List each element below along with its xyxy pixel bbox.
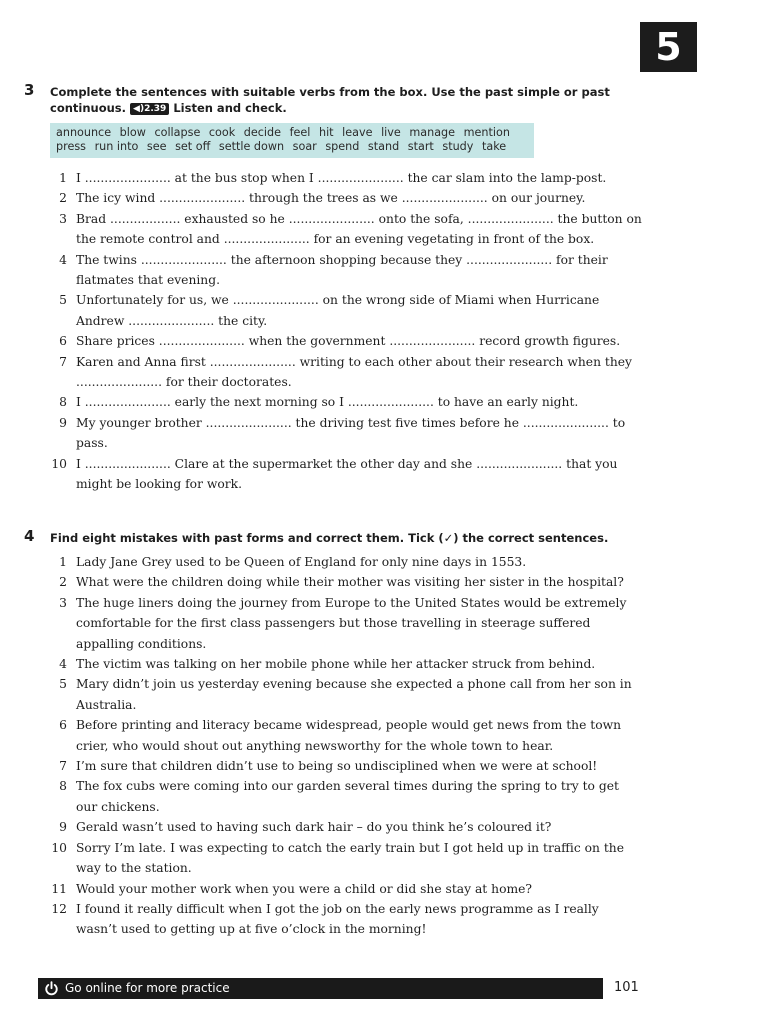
item-number: 4 xyxy=(59,657,67,672)
list-item xyxy=(0,715,768,756)
word-box-word: start xyxy=(407,140,434,153)
item-text: Mary didn’t join us yesterday evening because she expected a phone call from her son in Australia. xyxy=(76,677,632,712)
word-box-word: blow xyxy=(119,126,146,139)
list-item xyxy=(0,817,768,837)
list-item xyxy=(0,392,768,412)
exercise-3-list xyxy=(0,168,768,495)
word-box-word: study xyxy=(442,140,474,153)
item-number: 8 xyxy=(59,395,67,410)
item-number: 10 xyxy=(51,456,67,471)
word-box-word: hit xyxy=(318,126,334,139)
list-item xyxy=(0,250,768,291)
list-item xyxy=(0,674,768,715)
power-icon xyxy=(44,981,59,996)
exercise-4-number: 4 xyxy=(24,527,35,545)
item-text: I ...................... Clare at the supermarket the other day and she ...................... that you might be looking for work. xyxy=(76,456,618,492)
word-box-word: live xyxy=(381,126,401,139)
item-number: 7 xyxy=(59,354,67,369)
item-text: I found it really difficult when I got the job on the early news programme as I really wasn’t used to getting up at five o’clock in the morning! xyxy=(76,901,599,937)
exercise-4-instruction: Find eight mistakes with past forms and correct them. Tick (✓) the correct sentences. xyxy=(50,531,609,545)
word-box-word: stand xyxy=(367,140,400,153)
item-number: 6 xyxy=(59,718,67,733)
item-text: Lady Jane Grey used to be Queen of England for only nine days in 1553. xyxy=(76,555,527,569)
word-box-word: take xyxy=(481,140,507,153)
item-number: 11 xyxy=(51,881,67,896)
list-item xyxy=(0,413,768,454)
word-box-word: decide xyxy=(243,126,282,139)
list-item xyxy=(0,593,768,654)
item-number: 12 xyxy=(51,901,67,916)
list-item xyxy=(0,454,768,495)
item-number: 1 xyxy=(59,555,67,569)
word-box-word: mention xyxy=(463,126,510,139)
word-box-word: manage xyxy=(409,126,456,139)
item-number: 4 xyxy=(59,252,67,267)
item-number: 8 xyxy=(59,779,67,794)
item-text: Before printing and literacy became widespread, people would get news from the town crier, who would shout out anything newsworthy for the whole town to hear. xyxy=(76,718,622,753)
page-number: 101 xyxy=(614,980,639,995)
item-text: Unfortunately for us, we ...................... on the wrong side of Miami when Hurricane Andrew ...................... the city. xyxy=(76,293,600,328)
item-number: 3 xyxy=(59,595,67,610)
item-text: The victim was talking on her mobile phone while her attacker struck from behind. xyxy=(76,657,596,672)
list-item xyxy=(0,899,768,940)
word-box-row-2 xyxy=(56,140,528,154)
item-text: Karen and Anna first ...................... writing to each other about their research when they ...................... for their doctorates. xyxy=(76,354,632,390)
exercise-4-list xyxy=(0,552,768,940)
item-number: 5 xyxy=(59,677,67,692)
item-text: The icy wind ...................... through the trees as we ...................... on our journey. xyxy=(76,191,586,206)
item-number: 10 xyxy=(51,840,67,855)
item-number: 2 xyxy=(59,575,67,590)
item-number: 5 xyxy=(59,293,67,308)
online-practice-bar[interactable] xyxy=(38,978,603,999)
item-text: The twins ...................... the afternoon shopping because they ...................... for their flatmates that evening. xyxy=(76,252,608,288)
word-box-word: announce xyxy=(56,126,112,139)
item-text: I ...................... at the bus stop when I ...................... the car slam into the lamp-post. xyxy=(76,171,607,185)
item-number: 9 xyxy=(59,415,67,430)
word-box-word: soar xyxy=(292,140,317,153)
word-box-word: cook xyxy=(208,126,236,139)
list-item xyxy=(0,290,768,331)
word-box-word: run into xyxy=(94,140,139,153)
item-text: Sorry I’m late. I was expecting to catch the early train but I got held up in traffic on the way to the station. xyxy=(76,840,624,876)
list-item xyxy=(0,654,768,674)
list-item xyxy=(0,352,768,393)
item-text: I ...................... early the next morning so I ...................... to have an early night. xyxy=(76,395,579,410)
list-item xyxy=(0,776,768,817)
word-box-row-1 xyxy=(56,126,528,140)
list-item xyxy=(0,209,768,250)
item-text: My younger brother ...................... the driving test five times before he ...................... to pass. xyxy=(76,415,626,451)
list-item xyxy=(0,838,768,879)
list-item xyxy=(0,168,768,188)
item-text: Share prices ...................... when the government ...................... record growth figures. xyxy=(76,334,621,349)
item-number: 1 xyxy=(59,171,67,185)
item-text: Would your mother work when you were a child or did she stay at home? xyxy=(76,881,533,896)
word-box-word: see xyxy=(146,140,167,153)
unit-number-tab: 5 xyxy=(640,22,697,72)
item-text: What were the children doing while their mother was visiting her sister in the hospital? xyxy=(76,575,624,590)
word-box-word: feel xyxy=(289,126,311,139)
verb-word-box xyxy=(50,123,534,158)
item-text: Brad .................. exhausted so he ...................... onto the sofa, ...................... the button on the remote control and ...................... for an evening vegetating in front of the box. xyxy=(76,211,642,247)
word-box-word: spend xyxy=(325,140,360,153)
item-text: The huge liners doing the journey from Europe to the United States would be extremely comfortable for the first class passengers but those travelling in steerage suffered appalling conditions. xyxy=(76,595,627,651)
list-item xyxy=(0,572,768,592)
item-number: 6 xyxy=(59,334,67,349)
word-box-word: settle down xyxy=(218,140,285,153)
list-item xyxy=(0,552,768,572)
item-number: 7 xyxy=(59,759,67,774)
word-box-word: set off xyxy=(175,140,211,153)
item-number: 9 xyxy=(59,820,67,835)
word-box-word: collapse xyxy=(154,126,201,139)
audio-track-number: 2.39 xyxy=(144,104,167,114)
audio-track-badge[interactable] xyxy=(130,103,169,115)
exercise-3-number: 3 xyxy=(24,81,35,99)
exercise-3-instruction-line2 xyxy=(50,100,620,116)
speaker-icon: ◀) xyxy=(133,104,145,114)
list-item xyxy=(0,756,768,776)
item-text: Gerald wasn’t used to having such dark hair – do you think he’s coloured it? xyxy=(76,820,552,835)
instruction-continuous: continuous. xyxy=(50,101,127,115)
list-item xyxy=(0,331,768,351)
online-practice-label: Go online for more practice xyxy=(65,981,230,995)
word-box-word: leave xyxy=(342,126,373,139)
list-item xyxy=(0,879,768,899)
item-number: 3 xyxy=(59,211,67,226)
list-item xyxy=(0,188,768,208)
word-box-word: press xyxy=(56,140,86,153)
exercise-3-instruction-line1: Complete the sentences with suitable verbs from the box. Use the past simple or past xyxy=(50,85,610,99)
instruction-listen-check: Listen and check. xyxy=(173,101,287,115)
exercise-3-instruction xyxy=(50,84,620,116)
item-text: The fox cubs were coming into our garden several times during the spring to try to get our chickens. xyxy=(76,779,619,814)
item-number: 2 xyxy=(59,191,67,206)
item-text: I’m sure that children didn’t use to being so undisciplined when we were at school! xyxy=(76,759,598,774)
